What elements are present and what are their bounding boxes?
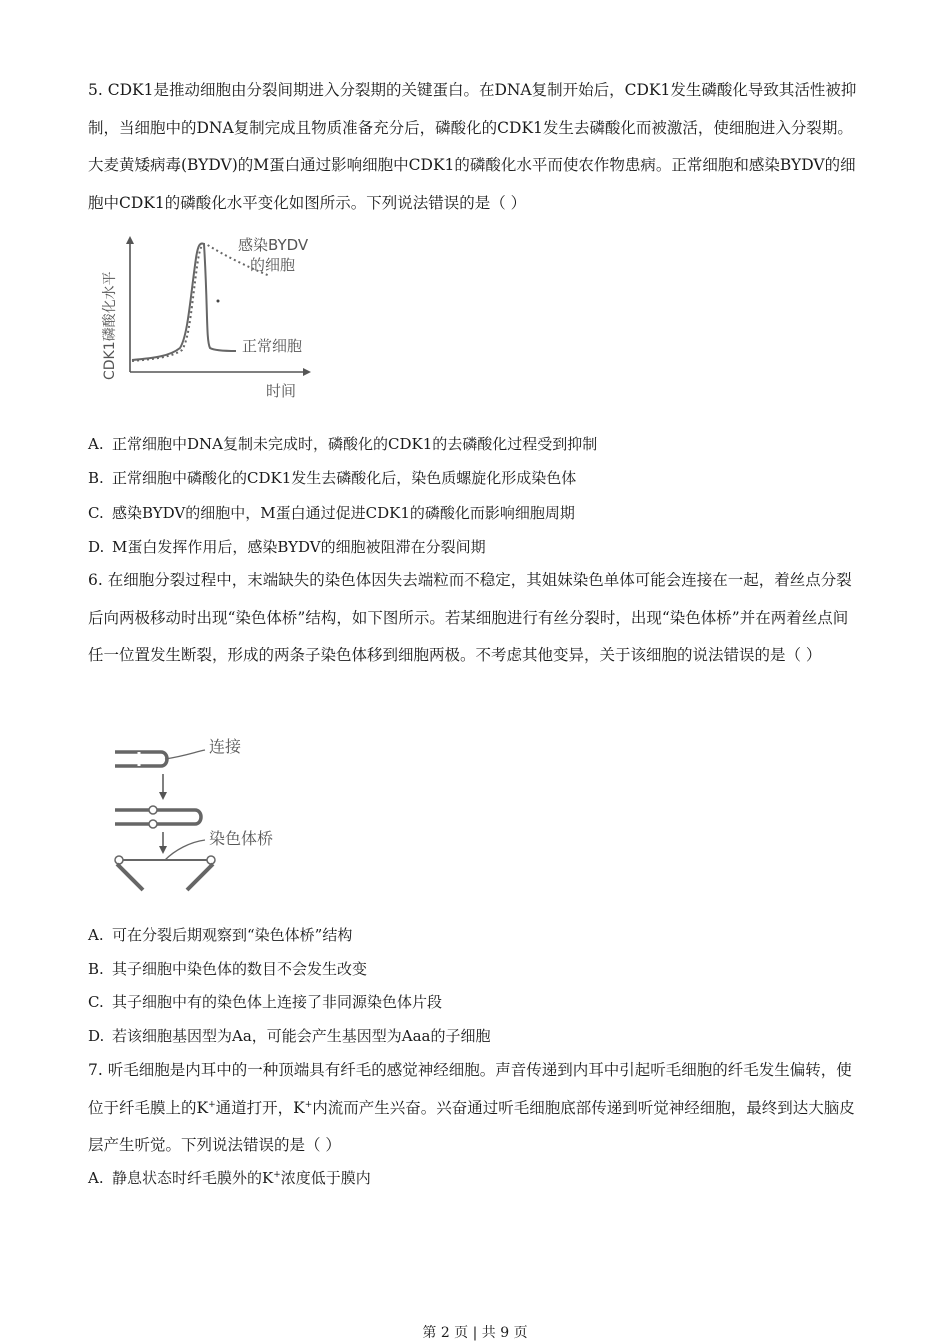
q6-option-b xyxy=(88,958,863,980)
option-text: 正常细胞中DNA复制未完成时，磷酸化的CDK1的去磷酸化过程受到抑制 xyxy=(112,435,598,453)
option-text: 其子细胞中有的染色体上连接了非同源染色体片段 xyxy=(112,993,443,1011)
option-letter: C. xyxy=(88,504,104,522)
option-letter: B. xyxy=(88,960,104,978)
q7-option-a xyxy=(88,1167,863,1189)
q5-option-c xyxy=(88,502,863,524)
bridge-centromere-left xyxy=(115,856,123,864)
connect-pointer xyxy=(165,750,205,759)
centromere-lower xyxy=(149,820,157,828)
page-footer: 第 2 页 | 共 9 页 xyxy=(422,1325,528,1341)
normal-cell-curve xyxy=(132,243,236,360)
option-letter: B. xyxy=(88,469,104,487)
bridge-centromere-right xyxy=(207,856,215,864)
chromatid-top-outer xyxy=(115,752,167,766)
question-6-stem: 6. 在细胞分裂过程中，末端缺失的染色体因失去端粒而不稳定，其姐妹染色单体可能会连接在一起，着丝点分裂后向两极移动时出现“染色体桥”结构，如下图所示。若某细胞进行有丝分裂时，出现“染色体桥”并在两着丝点间任一位置发生断裂，形成的两条子染色体移到细胞两极。不考虑其他变异，关于该细胞的说法错误的是（ ） xyxy=(88,571,852,664)
q5-option-a xyxy=(88,433,863,455)
infected-label-line1: 感染BYDV xyxy=(238,236,309,254)
option-letter: A. xyxy=(88,435,104,453)
cdk1-phosphorylation-graph xyxy=(100,230,340,400)
q7-text-part1: 7. 听毛细胞是内耳中的一种顶端具有纤毛的感觉神经细胞。声音传递到内耳中引起听毛细胞的纤毛发生偏转，使位于纤毛膜上的K xyxy=(88,1061,852,1117)
option-letter: D. xyxy=(88,1027,105,1045)
option-text: 可在分裂后期观察到“染色体桥”结构 xyxy=(112,926,353,944)
option-sup: + xyxy=(273,1170,281,1180)
q6-option-c xyxy=(88,991,863,1013)
normal-cell-label: 正常细胞 xyxy=(242,337,303,355)
q7-sup1: + xyxy=(208,1099,216,1110)
connect-label: 连接 xyxy=(209,737,242,756)
question-5-stem: 5. CDK1是推动细胞由分裂间期进入分裂期的关键蛋白。在DNA复制开始后，CDK1发生磷酸化导致其活性被抑制，当细胞中的DNA复制完成且物质准备充分后，磷酸化的CDK1发生去磷酸化而被激活，使细胞进入分裂期。大麦黄矮病毒(BYDV)的M蛋白通过影响细胞中CDK1的磷酸化水平而使农作物患病。正常细胞和感染BYDV的细胞中CDK1的磷酸化水平变化如图所示。下列说法错误的是（ ） xyxy=(88,81,857,212)
q6-option-a xyxy=(88,924,863,946)
arrow-1-head xyxy=(159,792,167,800)
question-7-stem xyxy=(88,1052,863,1165)
x-axis-label: 时间 xyxy=(266,382,297,400)
option-text: 正常细胞中磷酸化的CDK1发生去磷酸化后，染色质螺旋化形成染色体 xyxy=(112,469,577,487)
chromatid-middle xyxy=(115,810,201,824)
y-axis-arrow xyxy=(126,236,134,244)
stray-dot xyxy=(217,300,220,303)
q6-option-d xyxy=(88,1025,863,1047)
centromere-upper xyxy=(149,806,157,814)
q7-sup2: + xyxy=(304,1099,313,1110)
bridge-arm-left xyxy=(117,864,143,890)
option-letter: C. xyxy=(88,993,104,1011)
option-text: 其子细胞中染色体的数目不会发生改变 xyxy=(112,960,368,978)
infected-label-line2: 的细胞 xyxy=(250,256,296,274)
q5-option-b xyxy=(88,467,863,489)
arrow-2-head xyxy=(159,846,167,854)
chromosome-bridge-figure xyxy=(105,730,305,895)
option-text: M蛋白发挥作用后，感染BYDV的细胞被阻滞在分裂间期 xyxy=(112,538,486,556)
option-letter: A. xyxy=(88,1169,104,1187)
option-text: 若该细胞基因型为Aa，可能会产生基因型为Aaa的子细胞 xyxy=(112,1027,491,1045)
bridge-arm-right xyxy=(187,864,213,890)
option-text-part2: 浓度低于膜内 xyxy=(280,1169,371,1187)
y-axis-label: CDK1磷酸化水平 xyxy=(102,271,118,380)
q7-text-part3: 内流而产生兴奋。兴奋通过听毛细胞底部传递到听觉神经细胞，最终到达大脑皮层产生听觉。下列说法错误的是（ ） xyxy=(88,1098,855,1154)
bridge-pointer xyxy=(165,840,205,860)
option-letter: A. xyxy=(88,926,104,944)
option-letter: D. xyxy=(88,538,105,556)
x-axis-arrow xyxy=(303,368,311,376)
option-text-part1: 静息状态时纤毛膜外的K xyxy=(112,1169,274,1187)
q7-text-part2: 通道打开，K xyxy=(215,1098,305,1117)
bridge-label: 染色体桥 xyxy=(209,829,274,848)
q5-option-d xyxy=(88,536,863,558)
option-text: 感染BYDV的细胞中，M蛋白通过促进CDK1的磷酸化而影响细胞周期 xyxy=(112,504,575,522)
